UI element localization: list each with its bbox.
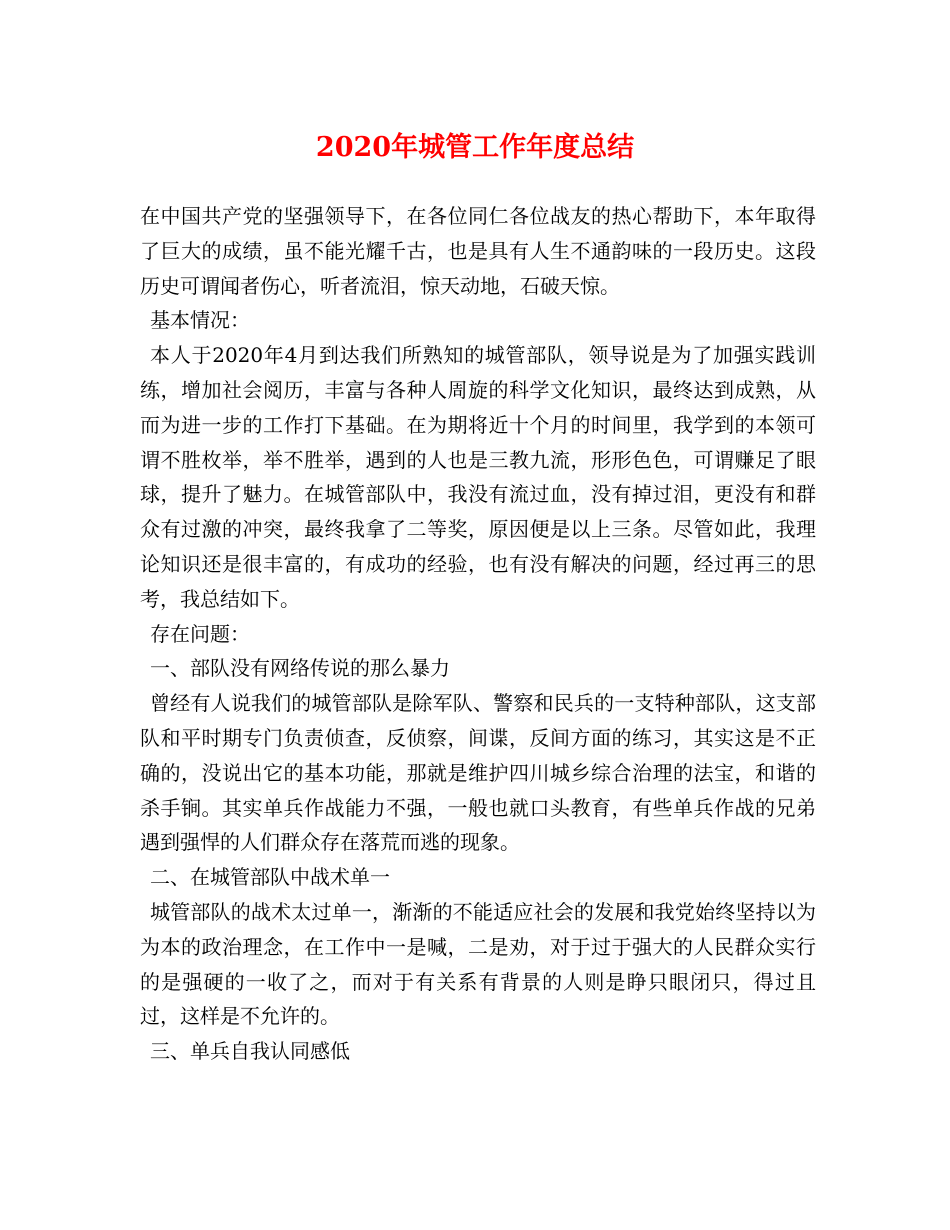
section-heading-problems: 存在问题： — [150, 621, 250, 646]
section-heading-basic-situation: 基本情况： — [150, 308, 250, 333]
subheading-problem-3: 三、单兵自我认同感低 — [150, 1039, 350, 1064]
subheading-problem-2: 二、在城管部队中战术单一 — [150, 865, 390, 890]
paragraph-intro: 在中国共产党的坚强领导下，在各位同仁各位战友的热心帮助下，本年取得了巨大的成绩，虽不能光耀千古，也是具有人生不通韵味的一段历史。这段历史可谓闻者伤心，听者流泪，惊天动地，石破天惊。 — [140, 204, 816, 298]
document-title: 2020年城管工作年度总结 — [315, 132, 635, 163]
document-body — [140, 199, 816, 1069]
paragraph-problem-1: 曾经有人说我们的城管部队是除军队、警察和民兵的一支特种部队，这支部队和平时期专门负责侦查，反侦察，间谍，反间方面的练习，其实这是不正确的，没说出它的基本功能，那就是维护四川城乡综合治理的法宝，和谐的杀手锏。其实单兵作战能力不强，一般也就口头教育，有些单兵作战的兄弟遇到强悍的人们群众存在落荒而逃的现象。 — [140, 691, 816, 855]
paragraph-basic-situation: 本人于2020年4月到达我们所熟知的城管部队，领导说是为了加强实践训练，增加社会阅历，丰富与各种人周旋的科学文化知识，最终达到成熟，从而为进一步的工作打下基础。在为期将近十个月的时间里，我学到的本领可谓不胜枚举，举不胜举，遇到的人也是三教九流，形形色色，可谓赚足了眼球，提升了魅力。在城管部队中，我没有流过血，没有掉过泪，更没有和群众有过激的冲突，最终我拿了二等奖，原因便是以上三条。尽管如此，我理论知识还是很丰富的，有成功的经验，也有没有解决的问题，经过再三的思考，我总结如下。 — [140, 343, 816, 611]
subheading-problem-1: 一、部队没有网络传说的那么暴力 — [150, 656, 450, 681]
paragraph-problem-2: 城管部队的战术太过单一，渐渐的不能适应社会的发展和我党始终坚持以为为本的政治理念，在工作中一是喊，二是劝，对于过于强大的人民群众实行的是强硬的一收了之，而对于有关系有背景的人则是睁只眼闭只，得过且过，这样是不允许的。 — [140, 899, 816, 1029]
